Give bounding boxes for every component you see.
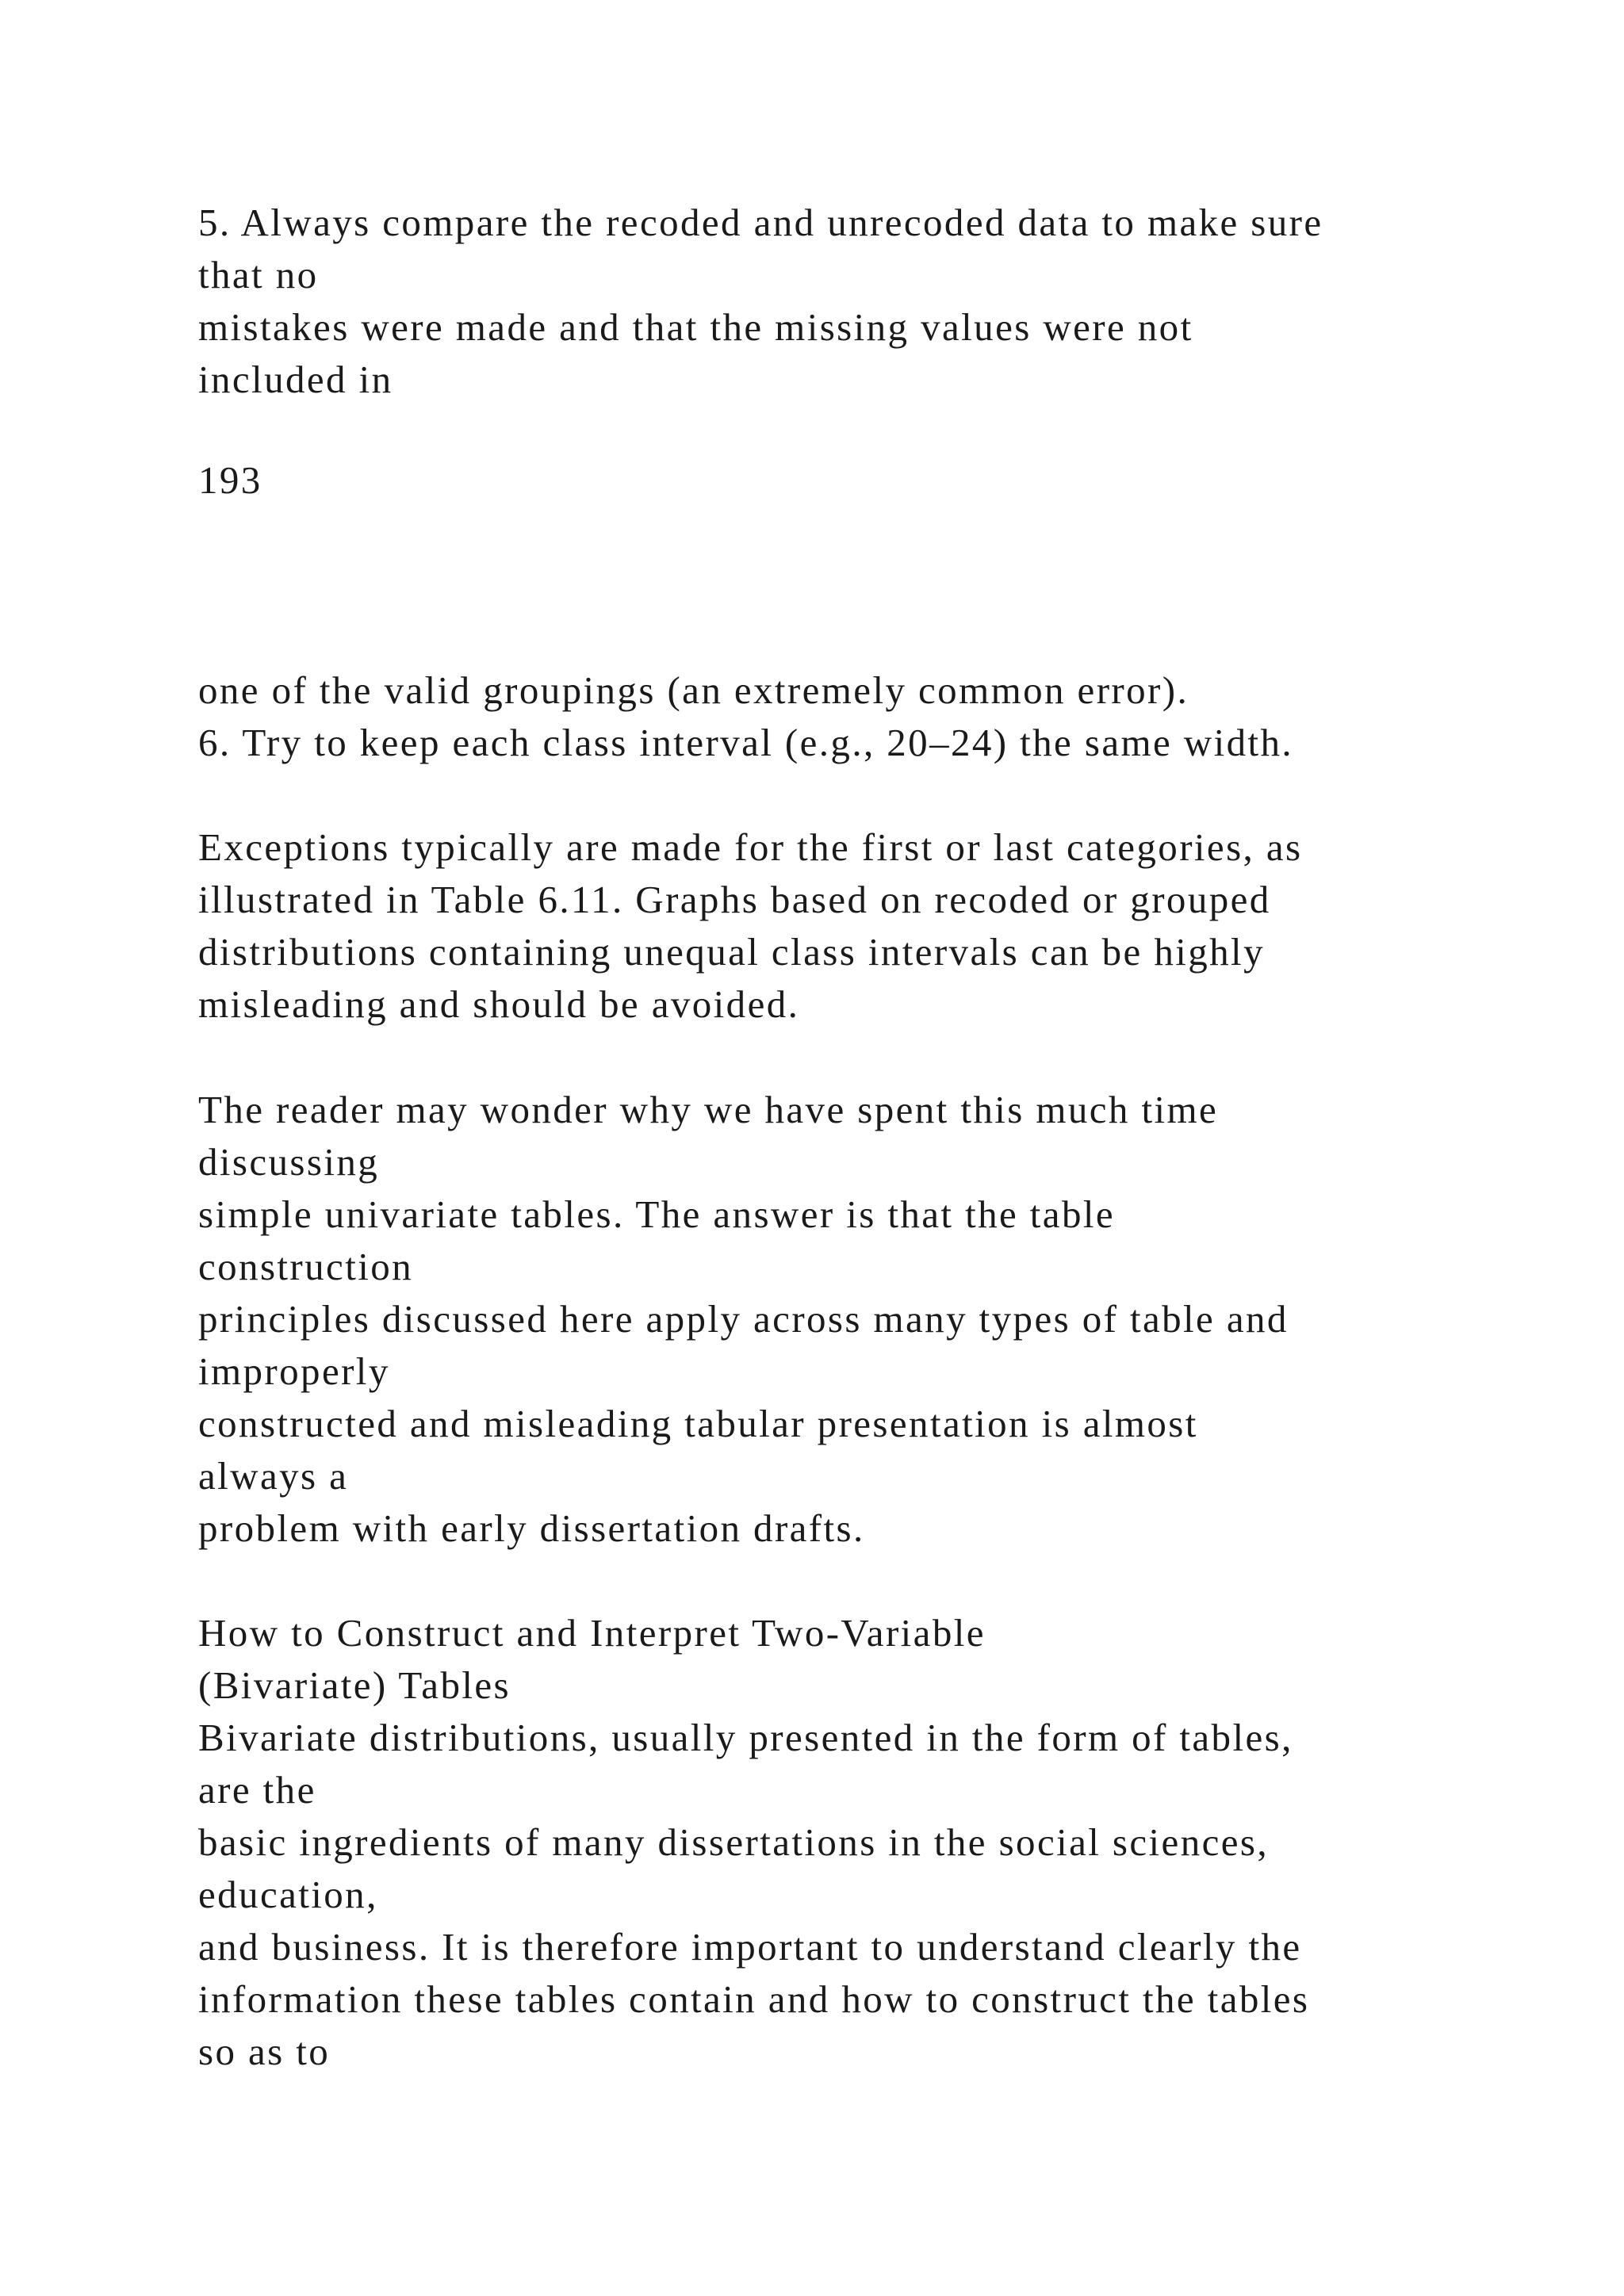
paragraph-univariate-tables: The reader may wonder why we have spent this much time discussing simple univariate tables. The answer is that the table construction principles discussed here apply across many types of table and improperly constructed and misleading tabular presentation is almost always a problem with early dissertation drafts. bbox=[198, 1088, 1289, 1550]
paragraph-recoding-tip-5: 5. Always compare the recoded and unrecoded data to make sure that no mistakes were made and that the missing values were not included in bbox=[198, 201, 1323, 401]
paragraph-recoding-tip-6: one of the valid groupings (an extremely common error). 6. Try to keep each class interval (e.g., 20–24) the same width. bbox=[198, 668, 1294, 764]
paragraph-exceptions: Exceptions typically are made for the first or last categories, as illustrated in Table 6.11. Graphs based on recoded or grouped distributions containing unequal class intervals can be highly misleading and should be avoided. bbox=[198, 825, 1303, 1026]
page-number: 193 bbox=[198, 458, 262, 502]
section-bivariate-tables: How to Construct and Interpret Two-Variable (Bivariate) Tables Bivariate distributions, usually presented in the form of tables, are the basic ingredients of many dissertations in the social sciences, education, and business. It is therefore important to understand clearly the information these tables contain and how to construct the tables so as to bbox=[198, 1611, 1310, 2073]
